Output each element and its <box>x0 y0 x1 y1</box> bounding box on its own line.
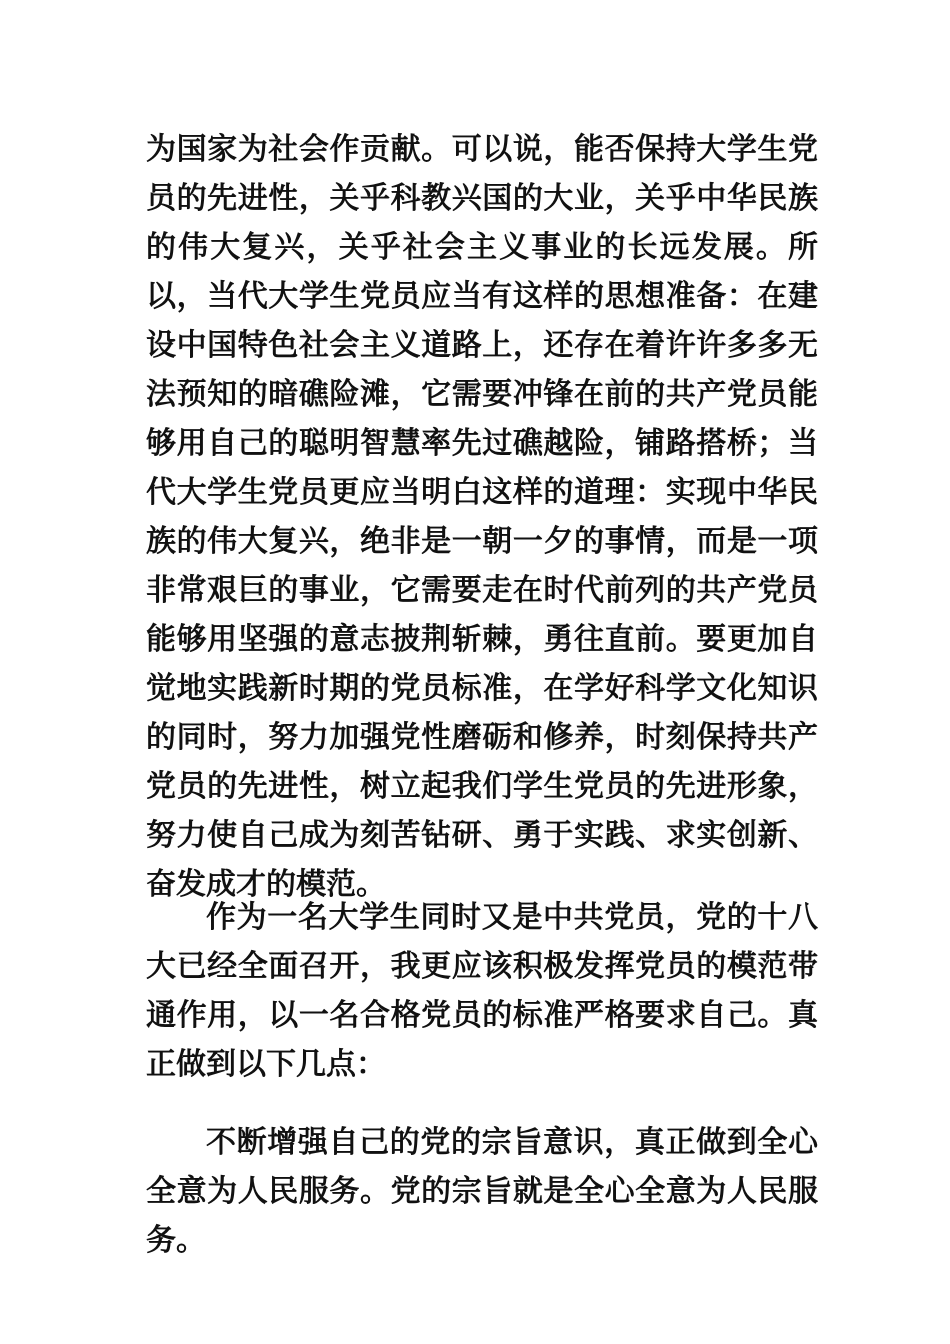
paragraph-1 <box>146 125 818 909</box>
paragraph-2-text: 作为一名大学生同时又是中共党员，党的十八大已经全面召开，我更应该积极发挥党员的模范带通作用，以一名合格党员的标准严格要求自己。真正做到以下几点： <box>146 900 818 1082</box>
paragraph-3 <box>146 1118 818 1265</box>
paragraph-3-text: 不断增强自己的党的宗旨意识，真正做到全心全意为人民服务。党的宗旨就是全心全意为人民服务。 <box>146 1125 818 1258</box>
paragraph-1-text: 为国家为社会作贡献。可以说，能否保持大学生党员的先进性，关乎科教兴国的大业，关乎中华民族的伟大复兴，关乎社会主义事业的长远发展。所以，当代大学生党员应当有这样的思想准备：在建设中国特色社会主义道路上，还存在着许许多多无法预知的暗礁险滩，它需要冲锋在前的共产党员能够用自己的聪明智慧率先过礁越险，铺路搭桥；当代大学生党员更应当明白这样的道理：实现中华民族的伟大复兴，绝非是一朝一夕的事情，而是一项非常艰巨的事业，它需要走在时代前列的共产党员能够用坚强的意志披荆斩棘，勇往直前。要更加自觉地实践新时期的党员标准，在学好科学文化知识的同时，努力加强党性磨砺和修养，时刻保持共产党员的先进性，树立起我们学生党员的先进形象，努力使自己成为刻苦钻研、勇于实践、求实创新、奋发成才的模范。 <box>146 132 818 902</box>
paragraph-2 <box>146 893 818 1089</box>
